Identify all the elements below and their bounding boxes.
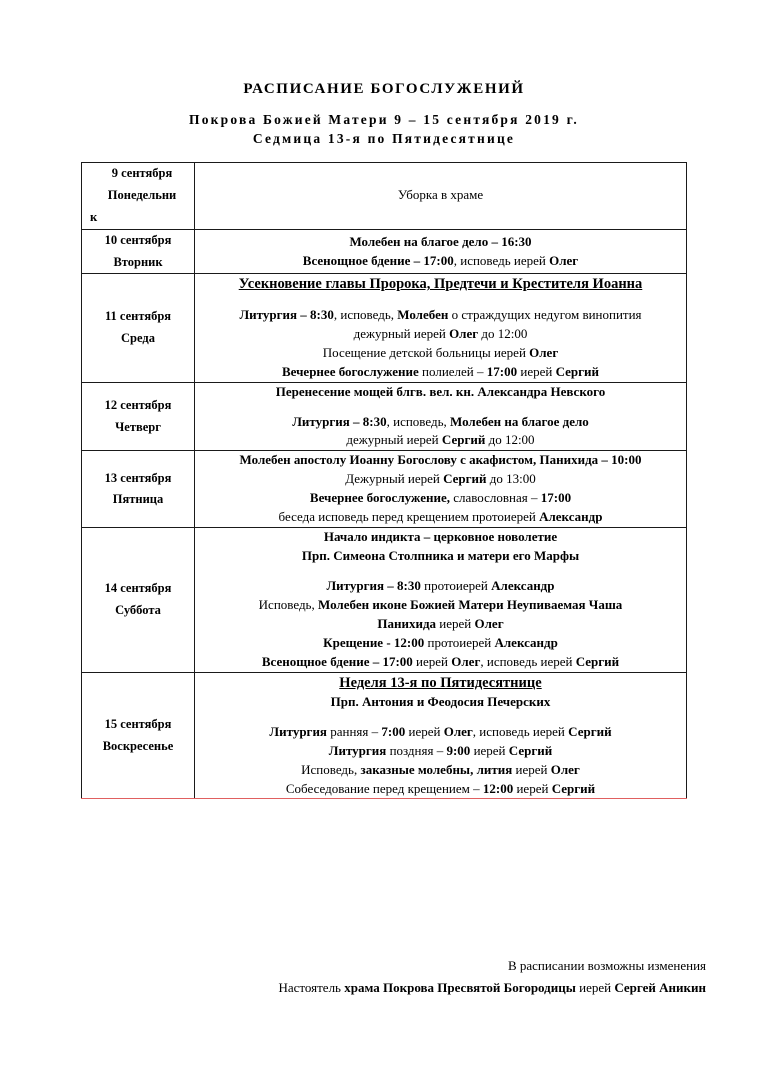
service-line [195, 306, 686, 325]
service-line [195, 325, 686, 344]
page-subtitle-secondary: Седмица 13-я по Пятидесятнице [252, 131, 516, 147]
footer-signature [81, 978, 706, 998]
plain-text: иерей [436, 616, 475, 632]
service-line [195, 451, 686, 470]
schedule-table [81, 162, 687, 799]
service-line [195, 383, 686, 402]
plain-text: , исповедь иерей [472, 723, 569, 739]
plain-text: иерей [513, 780, 552, 796]
schedule-weekday: Вторник [113, 254, 163, 269]
service-line [195, 547, 686, 566]
emphasis-text: Олег [451, 654, 481, 670]
emphasis-text: Олег [474, 616, 504, 632]
plain-text: до 13:00 [486, 471, 536, 487]
plain-text: дежурный иерей [353, 325, 450, 341]
schedule-weekday: Среда [121, 330, 155, 345]
plain-text: Уборка в храме [397, 187, 484, 203]
page-title: РАСПИСАНИЕ БОГОСЛУЖЕНИЙ [243, 81, 525, 97]
table-row [82, 382, 687, 451]
emphasis-text: Сергий [443, 471, 487, 487]
emphasis-text: Молебен апостолу Иоанну Богослову с акафистом, Панихида – 10:00 [239, 452, 642, 468]
plain-text: , исповедь иерей [480, 654, 576, 670]
service-line [195, 780, 686, 799]
table-row [82, 163, 687, 230]
plain-text: полиелей – [418, 363, 487, 379]
table-row [82, 673, 687, 799]
emphasis-text: заказные молебны, лития [360, 761, 513, 777]
schedule-date-cell [82, 451, 195, 528]
feast-heading-text: Неделя 13-я по Пятидесятнице [339, 675, 542, 692]
emphasis-text: 17:00 [540, 490, 572, 506]
plain-text: иерей [512, 761, 551, 777]
schedule-services-cell [195, 528, 687, 673]
emphasis-text: Сергий [568, 723, 612, 739]
plain-text: Посещение детской больницы иерей [322, 344, 530, 360]
service-line [195, 344, 686, 363]
plain-text: , исповедь, [386, 413, 450, 429]
feast-heading [195, 274, 686, 294]
service-line [195, 363, 686, 382]
emphasis-text: Литургия – 8:30 [292, 413, 387, 429]
feast-subheading: Прп. Антония и Феодосия Печерских [330, 694, 551, 710]
table-row [82, 451, 687, 528]
emphasis-text: 12:00 [482, 780, 514, 796]
plain-text: о страждущих недугом винопития [448, 306, 642, 322]
plain-text: иерей [517, 363, 556, 379]
schedule-weekday: Суббота [115, 603, 161, 618]
emphasis-text: 17:00 [486, 363, 518, 379]
emphasis-text: Александр [494, 635, 558, 651]
schedule-services-cell [195, 163, 687, 230]
plain-text: Исповедь, [258, 597, 318, 613]
service-line [195, 528, 686, 547]
emphasis-text: Всенощное бдение – 17:00 [302, 252, 454, 268]
emphasis-text: храма Покрова Пресвятой Богородицы [344, 980, 576, 996]
schedule-services-cell [195, 274, 687, 382]
plain-text: Исповедь, [301, 761, 361, 777]
service-line [195, 252, 686, 271]
schedule-date-cell [82, 382, 195, 451]
schedule-date: 14 сентября [104, 581, 172, 596]
schedule-table-container [81, 162, 687, 799]
emphasis-text: Сергий [551, 780, 596, 796]
emphasis-text: Сергий [555, 363, 600, 379]
schedule-services-cell [195, 229, 687, 274]
plain-text: Настоятель [278, 980, 345, 996]
emphasis-text: Молебен на благое дело [450, 413, 589, 429]
emphasis-text: 7:00 [381, 723, 406, 739]
emphasis-text: Сергий [441, 432, 486, 448]
emphasis-text: Литургия – 8:30 [239, 306, 334, 322]
service-line [195, 413, 686, 432]
plain-text: иерей [470, 742, 509, 758]
service-line [195, 723, 686, 742]
schedule-date: 9 сентября [111, 166, 173, 180]
plain-text: иерей [575, 980, 615, 996]
service-line [195, 186, 686, 205]
emphasis-text: Молебен иконе Божией Матери Неупиваемая Чаша [318, 597, 623, 613]
emphasis-text: Всенощное бдение – 17:00 [261, 654, 413, 670]
schedule-services-cell [195, 673, 687, 799]
emphasis-text: Перенесение мощей блгв. вел. кн. Александра Невского [275, 383, 606, 399]
emphasis-text: Литургия – 8:30 [326, 578, 421, 594]
table-row [82, 229, 687, 274]
emphasis-text: Олег [550, 761, 580, 777]
feast-heading-text: Усекновение главы Пророка, Предтечи и Крестителя Иоанна [238, 276, 643, 293]
schedule-weekday: Понедельни [107, 187, 177, 202]
emphasis-text: Вечернее богослужение, [309, 490, 450, 506]
service-line [195, 634, 686, 653]
emphasis-text: Олег [443, 723, 473, 739]
schedule-services-cell [195, 382, 687, 451]
service-line [195, 615, 686, 634]
plain-text: , исповедь, [333, 306, 398, 322]
service-line [195, 508, 686, 527]
emphasis-text: Олег [549, 252, 579, 268]
plain-text: , исповедь иерей [453, 252, 550, 268]
footer-note: В расписании возможны изменения [507, 958, 706, 973]
service-line [195, 596, 686, 615]
plain-text: до 12:00 [478, 325, 528, 341]
emphasis-text: Молебен [397, 306, 449, 322]
plain-text: иерей [412, 654, 452, 670]
page-subtitle: Покрова Божией Матери 9 – 15 сентября 2019 г. [189, 111, 579, 127]
service-line [195, 470, 686, 489]
plain-text: протоиерей [420, 578, 492, 594]
emphasis-text: Прп. Симеона Столпника и матери его Марфы [301, 548, 580, 564]
plain-text: протоиерей [424, 635, 495, 651]
emphasis-text: 9:00 [446, 742, 471, 758]
schedule-date: 13 сентября [104, 470, 172, 485]
schedule-weekday-overflow: к [90, 209, 98, 224]
plain-text: поздняя – [386, 742, 447, 758]
schedule-date-cell [82, 229, 195, 274]
table-row [82, 274, 687, 382]
schedule-date: 11 сентября [104, 309, 172, 324]
emphasis-text: Молебен на благое дело – 16:30 [349, 233, 532, 249]
document-footer [81, 956, 706, 998]
table-row [82, 528, 687, 673]
emphasis-text: Олег [529, 344, 559, 360]
service-line [195, 577, 686, 596]
emphasis-text: Олег [449, 325, 479, 341]
emphasis-text: Литургия [269, 723, 327, 739]
plain-text: ранняя – [326, 723, 382, 739]
schedule-weekday: Пятница [112, 492, 164, 507]
plain-text: Дежурный иерей [345, 471, 444, 487]
emphasis-text: Крещение - 12:00 [323, 635, 425, 651]
schedule-date-cell [82, 673, 195, 799]
emphasis-text: Александр [491, 578, 555, 594]
plain-text: Собеседование перед крещением – [285, 780, 483, 796]
document-header [0, 0, 768, 149]
plain-text: до 12:00 [485, 432, 535, 448]
schedule-weekday: Воскресенье [102, 738, 174, 753]
schedule-services-cell [195, 451, 687, 528]
emphasis-text: Вечернее богослужение [281, 363, 419, 379]
emphasis-text: Александр [539, 509, 603, 525]
plain-text: иерей [405, 723, 444, 739]
schedule-date: 10 сентября [104, 232, 172, 247]
emphasis-text: Сергий [508, 742, 553, 758]
schedule-date: 15 сентября [104, 716, 172, 731]
emphasis-text: Литургия [328, 742, 387, 758]
schedule-weekday: Четверг [115, 419, 161, 434]
plain-text: беседа исповедь перед крещением протоиерей [278, 509, 540, 525]
emphasis-text: Сергей Аникин [614, 980, 706, 996]
emphasis-text: Начало индикта – церковное новолетие [323, 529, 558, 545]
plain-text: славословная – [449, 490, 541, 506]
service-line [195, 653, 686, 672]
emphasis-text: Панихида [377, 616, 437, 632]
service-line [195, 431, 686, 450]
feast-heading [195, 673, 686, 693]
schedule-date-cell [82, 528, 195, 673]
service-line [195, 761, 686, 780]
schedule-date-cell [82, 274, 195, 382]
schedule-date-cell [82, 163, 195, 230]
plain-text: дежурный иерей [346, 432, 442, 448]
emphasis-text: Сергий [575, 654, 620, 670]
schedule-date: 12 сентября [104, 397, 172, 412]
service-line [195, 233, 686, 252]
service-line [195, 489, 686, 508]
service-line [195, 742, 686, 761]
